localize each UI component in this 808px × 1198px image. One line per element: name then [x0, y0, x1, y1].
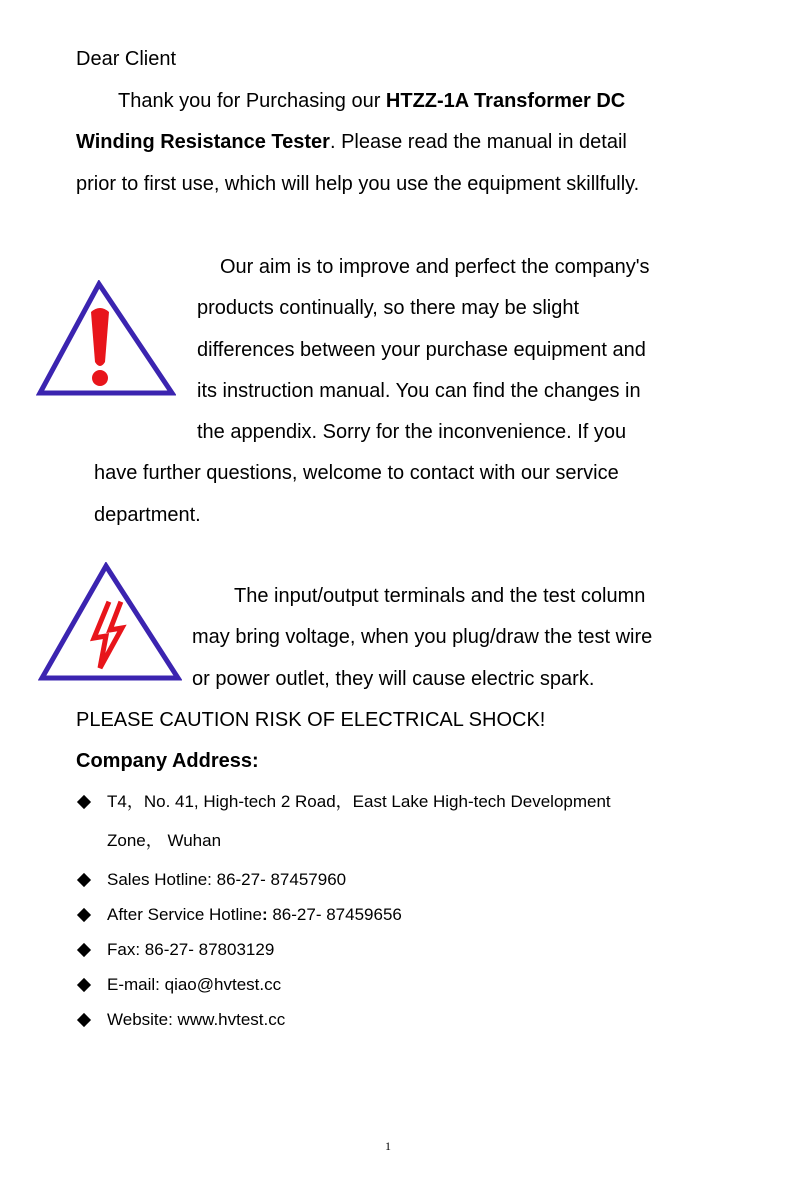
notice1-line-3: differences between your purchase equipment and: [197, 339, 646, 361]
website[interactable]: Website: www.hvtest.cc: [107, 1010, 286, 1029]
notice1-line-2: products continually, so there may be slight: [197, 297, 580, 319]
notice1-line-5: the appendix. Sorry for the inconvenience. If you: [197, 421, 627, 443]
notice2-line-3: or power outlet, they will cause electric spark.: [192, 668, 595, 690]
intro-text: Thank you for Purchasing our: [118, 90, 386, 112]
intro-text-2: . Please read the manual in detail: [329, 131, 627, 153]
notice1-line-7: department.: [94, 504, 201, 526]
warning-exclamation-icon: [36, 280, 176, 398]
service-number: 86-27- 87459656: [267, 905, 402, 924]
greeting: Dear Client: [76, 48, 177, 70]
bullet-icon: [77, 1013, 91, 1027]
notice1-line-6: have further questions, welcome to contact with our service: [94, 462, 619, 484]
caution-text: PLEASE CAUTION RISK OF ELECTRICAL SHOCK!: [76, 709, 546, 731]
bullet-icon: [77, 978, 91, 992]
company-heading: Company Address:: [76, 750, 259, 772]
notice2-line-1: The input/output terminals and the test column: [234, 585, 646, 607]
notice1-line-4: its instruction manual. You can find the changes in: [197, 380, 641, 402]
intro-line-2: [76, 130, 627, 154]
service-hotline: [107, 904, 402, 926]
service-colon: :: [261, 905, 268, 924]
bullet-icon: [77, 908, 91, 922]
sales-hotline: Sales Hotline: 86-27- 87457960: [107, 870, 347, 889]
bullet-icon: [77, 943, 91, 957]
email[interactable]: E-mail: qiao@hvtest.cc: [107, 975, 282, 994]
product-name-cont: Winding Resistance Tester: [76, 131, 330, 153]
address-line-2: Zone， Wuhan: [107, 831, 222, 850]
bullet-icon: [77, 873, 91, 887]
intro-line-1: [118, 89, 625, 113]
notice2-line-2: may bring voltage, when you plug/draw the test wire: [192, 626, 653, 648]
fax: Fax: 86-27- 87803129: [107, 940, 275, 959]
bullet-icon: [77, 795, 91, 809]
service-label: After Service Hotline: [107, 905, 262, 924]
notice1-line-1: Our aim is to improve and perfect the company's: [220, 256, 650, 278]
product-name: HTZZ-1A Transformer DC: [385, 90, 626, 112]
page-number: 1: [385, 1139, 391, 1153]
address-line-1: T4，No. 41, High-tech 2 Road，East Lake High-tech Development: [107, 792, 611, 811]
intro-line-3: prior to first use, which will help you use the equipment skillfully.: [76, 173, 640, 195]
high-voltage-icon: [38, 562, 182, 682]
